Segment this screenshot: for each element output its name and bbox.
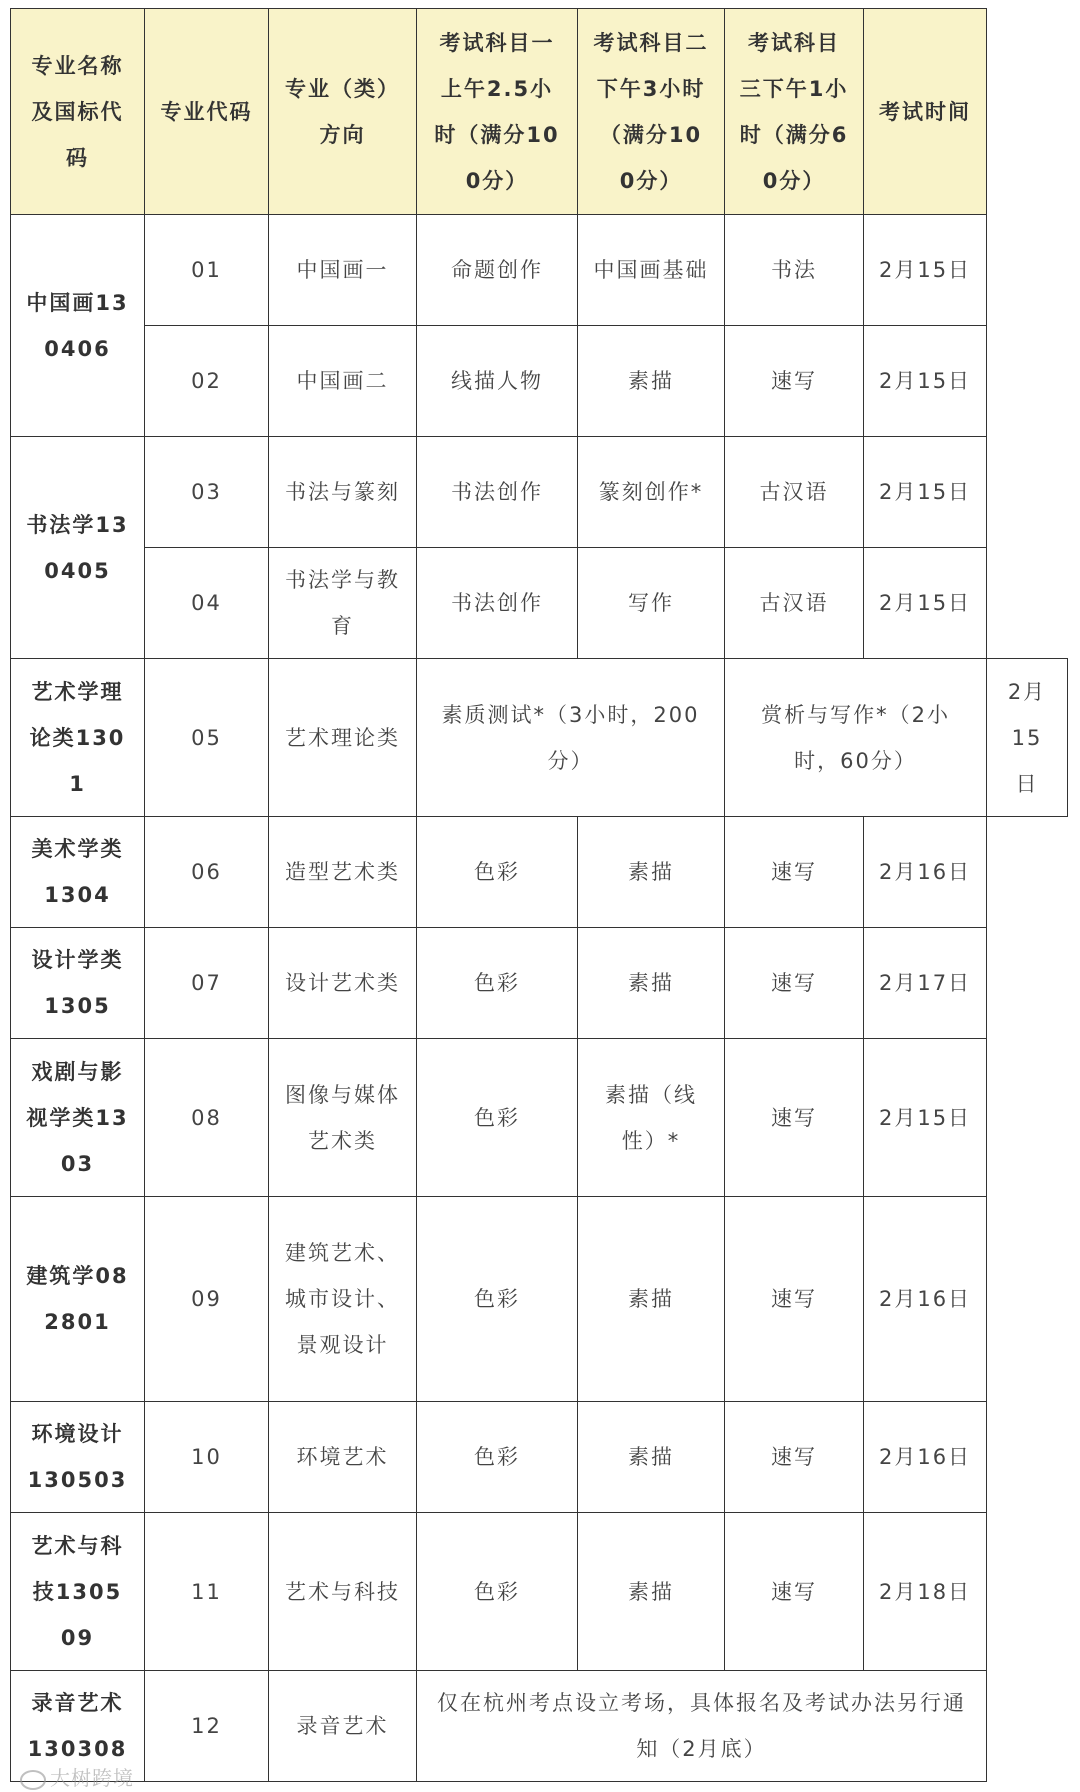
exam-date-cell: 2月15日 [864,548,987,659]
exam-schedule-table-wrapper [10,8,1068,1782]
subject-3-cell: 速写 [725,1402,864,1513]
major-name-cell: 艺术学理论类1301 [11,659,145,817]
header-subject-1: 考试科目一上午2.5小时（满分100分） [417,9,578,215]
subject-1-cell: 色彩 [417,1402,578,1513]
watermark [20,1762,134,1791]
table-row [11,1671,1068,1782]
subject-2-cell: 素描 [578,1402,725,1513]
subject-3-cell: 古汉语 [725,437,864,548]
exam-date-cell: 2月16日 [864,1197,987,1402]
subject-2-cell: 素描 [578,817,725,928]
header-major-name: 专业名称及国标代码 [11,9,145,215]
direction-cell: 建筑艺术、城市设计、景观设计 [269,1197,417,1402]
header-row [11,9,1068,215]
direction-cell: 造型艺术类 [269,817,417,928]
subject-1-cell: 色彩 [417,817,578,928]
exam-date-cell: 2月15日 [864,215,987,326]
subject-2-cell: 中国画基础 [578,215,725,326]
exam-date-cell: 2月16日 [864,817,987,928]
table-row [11,1402,1068,1513]
major-code-cell: 11 [145,1513,269,1671]
major-name-cell: 艺术与科技130509 [11,1513,145,1671]
table-row [11,659,1068,817]
exam-date-cell: 2月17日 [864,928,987,1039]
subject-2-cell: 素描 [578,928,725,1039]
subject-2-cell: 写作 [578,548,725,659]
table-row [11,817,1068,928]
major-name-cell: 中国画130406 [11,215,145,437]
major-code-cell: 07 [145,928,269,1039]
table-row [11,326,1068,437]
table-row [11,1039,1068,1197]
table-row [11,215,1068,326]
header-subject-2: 考试科目二下午3小时 （满分100分） [578,9,725,215]
subject-2-cell: 素描 [578,326,725,437]
exam-schedule-table [10,8,1068,1782]
direction-cell: 设计艺术类 [269,928,417,1039]
exam-date-cell: 2月15日 [987,659,1068,817]
subject-2-cell: 赏析与写作*（2小时，60分） [725,659,987,817]
major-code-cell: 05 [145,659,269,817]
subject-1-cell: 书法创作 [417,437,578,548]
table-row [11,548,1068,659]
major-name-cell: 设计学类1305 [11,928,145,1039]
exam-date-cell: 2月15日 [864,1039,987,1197]
table-row [11,1513,1068,1671]
major-code-cell: 01 [145,215,269,326]
subject-1-cell: 书法创作 [417,548,578,659]
subject-2-cell: 素描 [578,1197,725,1402]
table-row [11,437,1068,548]
direction-cell: 艺术与科技 [269,1513,417,1671]
subject-1-cell: 线描人物 [417,326,578,437]
exam-date-cell: 2月15日 [864,437,987,548]
weibo-logo-icon [20,1770,46,1790]
subject-3-cell: 速写 [725,928,864,1039]
direction-cell: 中国画一 [269,215,417,326]
major-code-cell: 09 [145,1197,269,1402]
major-name-cell: 环境设计130503 [11,1402,145,1513]
subject-1-cell: 色彩 [417,1197,578,1402]
header-direction: 专业（类）方向 [269,9,417,215]
direction-cell: 艺术理论类 [269,659,417,817]
major-code-cell: 04 [145,548,269,659]
subject-3-cell: 速写 [725,1513,864,1671]
header-exam-date: 考试时间 [864,9,987,215]
major-code-cell: 06 [145,817,269,928]
subject-2-cell: 素描 [578,1513,725,1671]
exam-date-cell: 2月15日 [864,326,987,437]
subject-3-cell: 书法 [725,215,864,326]
subject-3-cell: 速写 [725,326,864,437]
direction-cell: 环境艺术 [269,1402,417,1513]
subject-2-cell: 篆刻创作* [578,437,725,548]
subject-1-cell: 色彩 [417,928,578,1039]
major-name-cell: 录音艺术130308 [11,1671,145,1782]
header-major-code: 专业代码 [145,9,269,215]
major-code-cell: 03 [145,437,269,548]
table-row [11,1197,1068,1402]
watermark-text: 大树跨境 [50,1766,134,1790]
subject-3-cell: 古汉语 [725,548,864,659]
major-name-cell: 书法学130405 [11,437,145,659]
exam-date-cell: 2月16日 [864,1402,987,1513]
subject-1-cell: 命题创作 [417,215,578,326]
note-cell: 仅在杭州考点设立考场，具体报名及考试办法另行通知（2月底） [417,1671,987,1782]
major-name-cell: 戏剧与影视学类1303 [11,1039,145,1197]
direction-cell: 书法与篆刻 [269,437,417,548]
subject-3-cell: 速写 [725,1039,864,1197]
subject-3-cell: 速写 [725,1197,864,1402]
major-name-cell: 建筑学082801 [11,1197,145,1402]
subject-1-cell: 色彩 [417,1039,578,1197]
subject-3-cell: 速写 [725,817,864,928]
direction-cell: 中国画二 [269,326,417,437]
major-code-cell: 08 [145,1039,269,1197]
direction-cell: 录音艺术 [269,1671,417,1782]
major-code-cell: 12 [145,1671,269,1782]
header-subject-3: 考试科目三下午1小时（满分60分） [725,9,864,215]
major-name-cell: 美术学类1304 [11,817,145,928]
exam-date-cell: 2月18日 [864,1513,987,1671]
subject-1-cell: 素质测试*（3小时，200分） [417,659,725,817]
direction-cell: 书法学与教育 [269,548,417,659]
major-code-cell: 02 [145,326,269,437]
table-row [11,928,1068,1039]
subject-2-cell: 素描（线性）* [578,1039,725,1197]
major-code-cell: 10 [145,1402,269,1513]
subject-1-cell: 色彩 [417,1513,578,1671]
direction-cell: 图像与媒体艺术类 [269,1039,417,1197]
